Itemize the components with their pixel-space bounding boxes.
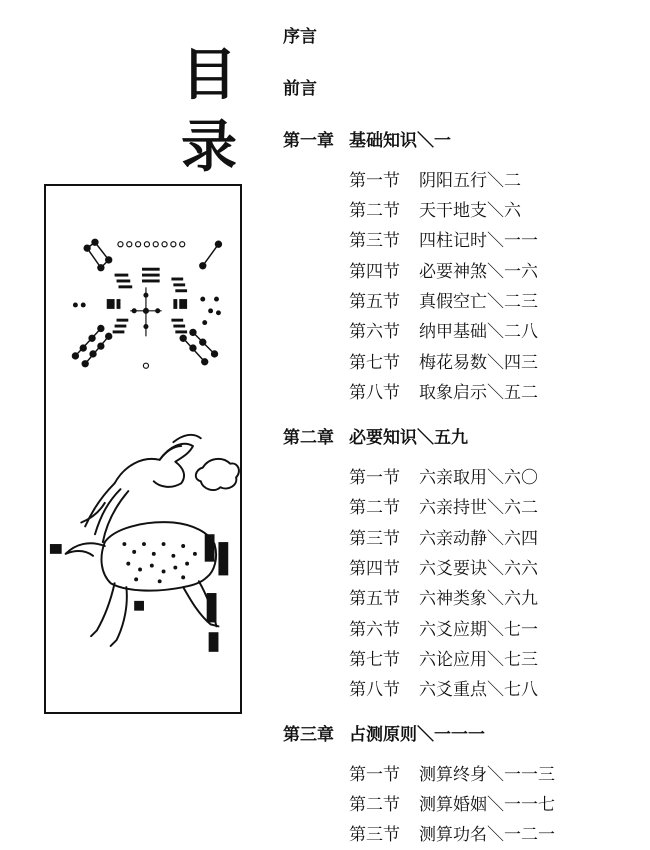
section-label: 第三节	[349, 529, 400, 549]
section-title: 取象启示＼五二	[419, 383, 538, 403]
section-title: 梅花易数＼四三	[419, 353, 538, 373]
section-title: 阴阳五行＼二	[419, 171, 521, 191]
chapter-label: 第一章	[283, 131, 334, 151]
section-title: 六亲持世＼六二	[419, 498, 538, 518]
toc-title-char: 目	[181, 43, 237, 108]
chapter-title: 必要知识＼五九	[349, 428, 468, 448]
toc-chapter[interactable]	[283, 427, 468, 449]
hetu-dragon-horse-illustration	[44, 184, 242, 714]
section-label: 第四节	[349, 262, 400, 282]
section-label: 第六节	[349, 620, 400, 640]
section-title: 六论应用＼七三	[419, 650, 538, 670]
toc-section[interactable]	[349, 170, 521, 192]
toc-section[interactable]	[349, 261, 538, 283]
toc-section[interactable]	[349, 352, 538, 374]
chapter-title: 占测原则＼一一一	[349, 725, 485, 745]
toc-section[interactable]	[349, 200, 521, 222]
toc-title-char: 录	[181, 115, 237, 180]
section-label: 第一节	[349, 171, 400, 191]
toc-section[interactable]	[349, 382, 538, 404]
section-label: 第二节	[349, 498, 400, 518]
section-title: 测算终身＼一一三	[419, 765, 555, 785]
section-label: 第六节	[349, 322, 400, 342]
toc-section[interactable]	[349, 794, 555, 816]
section-label: 第八节	[349, 680, 400, 700]
section-label: 第五节	[349, 589, 400, 609]
section-title: 测算婚姻＼一一七	[419, 795, 555, 815]
section-title: 天干地支＼六	[419, 201, 521, 221]
chapter-label: 第二章	[283, 428, 334, 448]
section-label: 第七节	[349, 353, 400, 373]
section-title: 测算功名＼一二一	[419, 825, 555, 845]
section-title: 六神类象＼六九	[419, 589, 538, 609]
toc-section[interactable]	[349, 824, 555, 846]
section-title: 六爻应期＼七一	[419, 620, 538, 640]
section-title: 必要神煞＼一六	[419, 262, 538, 282]
toc-section[interactable]	[349, 558, 538, 580]
toc-section[interactable]	[349, 291, 538, 313]
section-title: 真假空亡＼二三	[419, 292, 538, 312]
toc-section[interactable]	[349, 619, 538, 641]
section-title: 六爻要诀＼六六	[419, 559, 538, 579]
toc-section[interactable]	[349, 528, 538, 550]
toc-chapter[interactable]	[283, 724, 485, 746]
toc-section[interactable]	[349, 321, 538, 343]
section-title: 六爻重点＼七八	[419, 680, 538, 700]
section-label: 第五节	[349, 292, 400, 312]
chapter-title: 基础知识＼一	[349, 131, 451, 151]
section-label: 第三节	[349, 231, 400, 251]
section-title: 六亲取用＼六〇	[419, 468, 538, 488]
toc-preface-item[interactable]: 序言	[283, 27, 317, 47]
toc-section[interactable]	[349, 764, 555, 786]
section-label: 第七节	[349, 650, 400, 670]
section-title: 纳甲基础＼二八	[419, 322, 538, 342]
section-title: 六亲动静＼六四	[419, 529, 538, 549]
toc-section[interactable]	[349, 679, 538, 701]
section-label: 第三节	[349, 825, 400, 845]
toc-preface-item[interactable]: 前言	[283, 79, 317, 99]
river-diagram-image	[46, 186, 240, 712]
section-label: 第八节	[349, 383, 400, 403]
toc-section[interactable]	[349, 467, 538, 489]
toc-chapter[interactable]	[283, 130, 451, 152]
toc-section[interactable]	[349, 497, 538, 519]
section-label: 第二节	[349, 201, 400, 221]
toc-section[interactable]	[349, 230, 538, 252]
section-label: 第四节	[349, 559, 400, 579]
section-label: 第二节	[349, 795, 400, 815]
section-label: 第一节	[349, 765, 400, 785]
toc-section[interactable]	[349, 588, 538, 610]
section-title: 四柱记时＼一一	[419, 231, 538, 251]
section-label: 第一节	[349, 468, 400, 488]
chapter-label: 第三章	[283, 725, 334, 745]
toc-section[interactable]	[349, 649, 538, 671]
